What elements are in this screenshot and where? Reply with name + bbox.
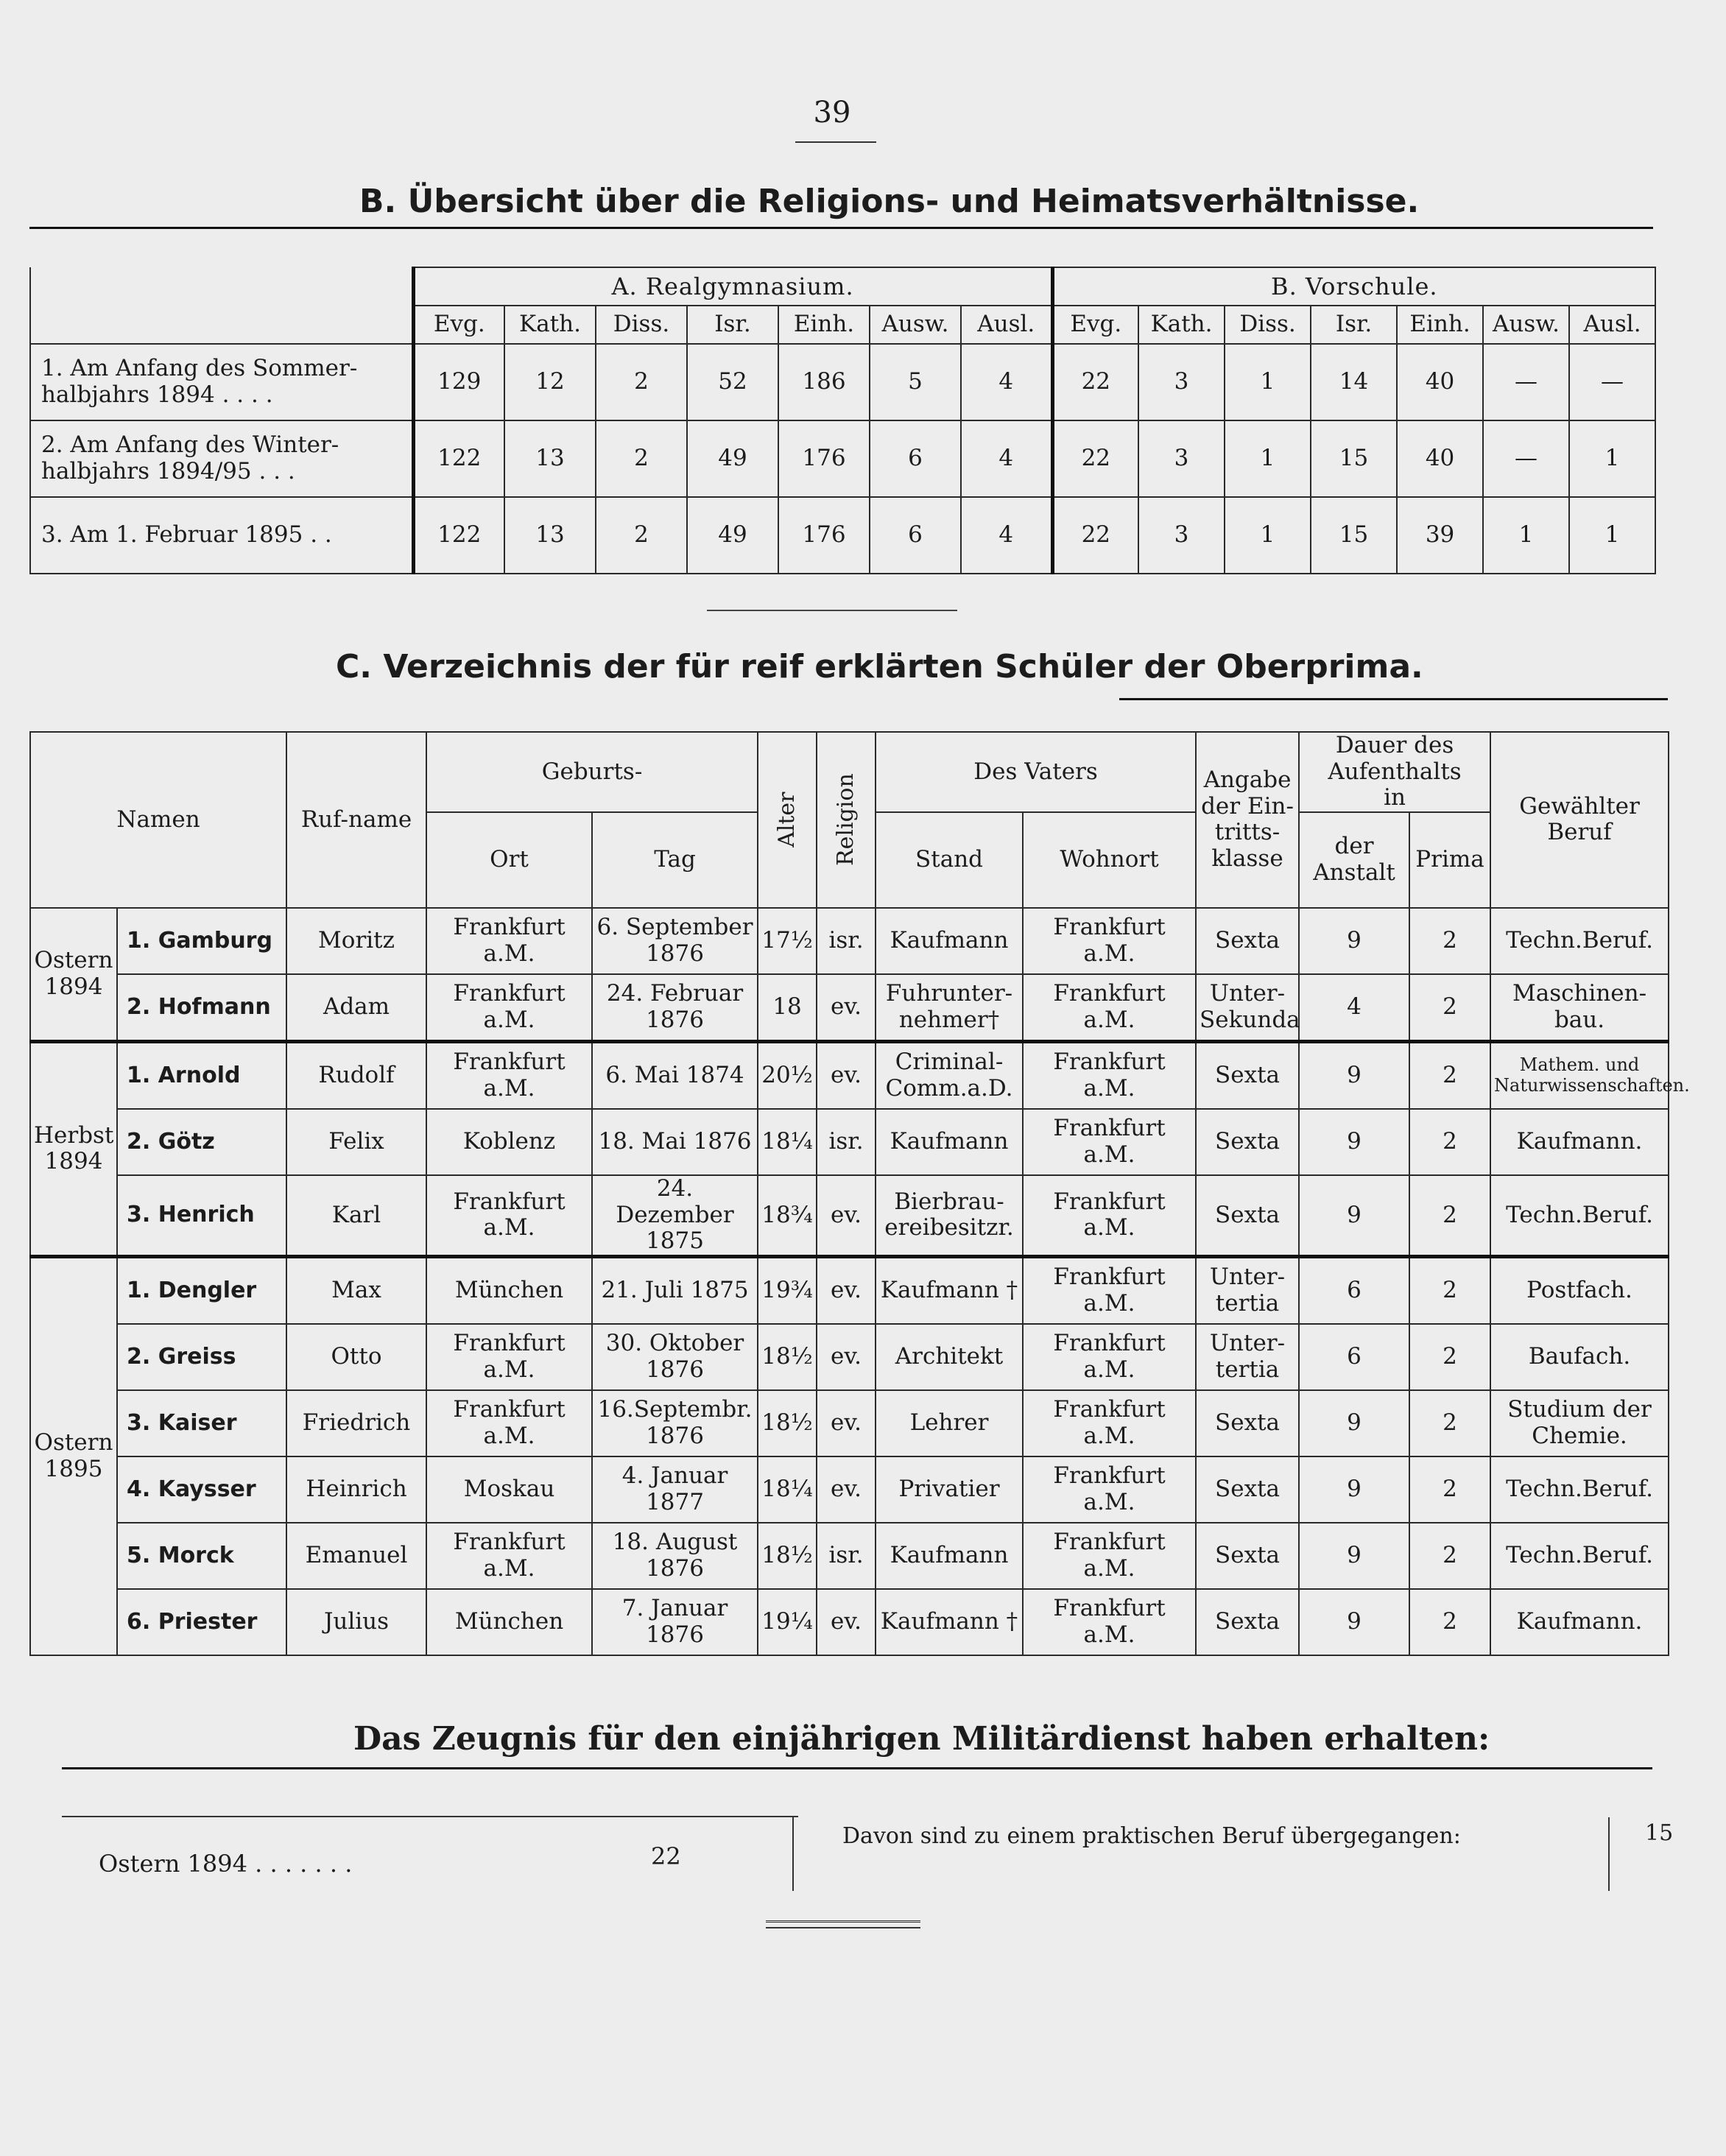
cell: Techn.Beruf. xyxy=(1490,908,1669,974)
col-header: Einh. xyxy=(1397,306,1483,344)
page-number-underline xyxy=(795,141,876,143)
cell: 22 xyxy=(1052,497,1138,574)
cell: Frankfurt a.M. xyxy=(426,908,592,974)
summary-davon-count: 15 xyxy=(1645,1820,1674,1846)
cell: 9 xyxy=(1299,1109,1409,1175)
page-number: 39 xyxy=(813,96,851,130)
cell: München xyxy=(426,1589,592,1655)
table-row xyxy=(30,497,1655,574)
cell: Frankfurt a.M. xyxy=(1023,1523,1196,1589)
cell: 9 xyxy=(1299,1589,1409,1655)
table-row xyxy=(30,1175,1669,1256)
cell: 18¾ xyxy=(758,1175,817,1256)
col-header: Isr. xyxy=(687,306,778,344)
cell: 18¼ xyxy=(758,1456,817,1523)
cell: 122 xyxy=(413,420,504,497)
summary-davon-text: Davon sind zu einem praktischen Beruf übergegangen: xyxy=(842,1823,1461,1849)
cell: Julius xyxy=(286,1589,426,1655)
cell: 3 xyxy=(1138,420,1225,497)
cell: 9 xyxy=(1299,1523,1409,1589)
cell: Max xyxy=(286,1256,426,1324)
cell: 1 xyxy=(1483,497,1569,574)
cell: 40 xyxy=(1397,420,1483,497)
cell: 4 xyxy=(961,497,1052,574)
cell: Criminal-Comm.a.D. xyxy=(876,1041,1023,1109)
cell: Fuhrunter-nehmer† xyxy=(876,974,1023,1042)
row-label: 2. Am Anfang des Winter-halbjahrs 1894/95 . . . xyxy=(30,420,413,497)
cell: 9 xyxy=(1299,1456,1409,1523)
table-row xyxy=(30,1324,1669,1390)
cell: 176 xyxy=(778,420,870,497)
cell: 49 xyxy=(687,497,778,574)
cell: 4. Januar 1877 xyxy=(592,1456,758,1523)
cell: Mathem. und Naturwissenschaften. xyxy=(1490,1041,1669,1109)
cell: Sexta xyxy=(1196,1523,1299,1589)
cell: 2 xyxy=(1409,1390,1490,1456)
table-b-corner xyxy=(30,267,413,344)
student-name: 1. Gamburg xyxy=(117,908,286,974)
cell: Sexta xyxy=(1196,1041,1299,1109)
cell: Kaufmann xyxy=(876,1523,1023,1589)
cell: Techn.Beruf. xyxy=(1490,1456,1669,1523)
cell: 52 xyxy=(687,344,778,420)
cell: 18 xyxy=(758,974,817,1042)
cell: 186 xyxy=(778,344,870,420)
table-row xyxy=(30,1523,1669,1589)
student-name: 3. Kaiser xyxy=(117,1390,286,1456)
cell: 1 xyxy=(1569,420,1655,497)
row-label: 1. Am Anfang des Sommer-halbjahrs 1894 . . . . xyxy=(30,344,413,420)
cell: isr. xyxy=(817,908,876,974)
cell: Moritz xyxy=(286,908,426,974)
cell: 22 xyxy=(1052,420,1138,497)
cell: 2 xyxy=(596,344,687,420)
cell: 40 xyxy=(1397,344,1483,420)
cell: Kaufmann. xyxy=(1490,1109,1669,1175)
cell: Frankfurt a.M. xyxy=(426,974,592,1042)
cell: 18½ xyxy=(758,1324,817,1390)
table-row xyxy=(30,1456,1669,1523)
col-header: Kath. xyxy=(504,306,596,344)
cell: Emanuel xyxy=(286,1523,426,1589)
cell: ev. xyxy=(817,1175,876,1256)
table-c-header-row-1 xyxy=(30,732,1669,812)
cell: Maschinen-bau. xyxy=(1490,974,1669,1042)
cell: 6 xyxy=(870,497,961,574)
term-label: Herbst 1894 xyxy=(30,1041,117,1256)
col-header: Kath. xyxy=(1138,306,1225,344)
group-a-header: A. Realgymnasium. xyxy=(413,267,1052,306)
summary-term: Ostern 1894 . . . . . . . xyxy=(99,1850,353,1878)
header-dauer xyxy=(1299,732,1490,812)
header-tag: Tag xyxy=(592,812,758,908)
cell: isr. xyxy=(817,1109,876,1175)
col-header: Ausl. xyxy=(961,306,1052,344)
table-row xyxy=(30,344,1655,420)
cell: Frankfurt a.M. xyxy=(1023,1175,1196,1256)
student-name: 1. Arnold xyxy=(117,1041,286,1109)
header-der-anstalt: der Anstalt xyxy=(1299,812,1409,908)
cell: Studium der Chemie. xyxy=(1490,1390,1669,1456)
cell: Frankfurt a.M. xyxy=(1023,974,1196,1042)
header-stand: Stand xyxy=(876,812,1023,908)
cell: 6. September 1876 xyxy=(592,908,758,974)
cell: 2 xyxy=(1409,1523,1490,1589)
cell: Architekt xyxy=(876,1324,1023,1390)
section-separator xyxy=(707,610,957,611)
cell: 19¼ xyxy=(758,1589,817,1655)
cell: Frankfurt a.M. xyxy=(426,1175,592,1256)
cell: Felix xyxy=(286,1109,426,1175)
summary-divider xyxy=(792,1817,794,1891)
header-rufname: Ruf-name xyxy=(286,732,426,908)
cell: Sexta xyxy=(1196,1175,1299,1256)
cell: 5 xyxy=(870,344,961,420)
cell: 2 xyxy=(1409,974,1490,1042)
table-row xyxy=(30,974,1669,1042)
summary-count: 22 xyxy=(651,1842,681,1870)
term-label: Ostern 1895 xyxy=(30,1256,117,1655)
cell: Frankfurt a.M. xyxy=(1023,1390,1196,1456)
cell: 6 xyxy=(1299,1256,1409,1324)
cell: 1 xyxy=(1225,344,1311,420)
cell: 18¼ xyxy=(758,1109,817,1175)
col-header: Evg. xyxy=(413,306,504,344)
col-header: Diss. xyxy=(596,306,687,344)
cell: 2 xyxy=(1409,1109,1490,1175)
cell: 4 xyxy=(1299,974,1409,1042)
cell: Frankfurt a.M. xyxy=(1023,908,1196,974)
cell: Sexta xyxy=(1196,1589,1299,1655)
cell: 16.Septembr. 1876 xyxy=(592,1390,758,1456)
cell: Frankfurt a.M. xyxy=(1023,1589,1196,1655)
cell: Sexta xyxy=(1196,1109,1299,1175)
cell: 4 xyxy=(961,420,1052,497)
cell: 7. Januar 1876 xyxy=(592,1589,758,1655)
cell: 22 xyxy=(1052,344,1138,420)
cell: ev. xyxy=(817,974,876,1042)
cell: 21. Juli 1875 xyxy=(592,1256,758,1324)
student-name: 2. Götz xyxy=(117,1109,286,1175)
cell: 9 xyxy=(1299,1175,1409,1256)
summary-divider xyxy=(1608,1817,1610,1891)
cell: 17½ xyxy=(758,908,817,974)
cell: Unter-tertia xyxy=(1196,1324,1299,1390)
header-prima: Prima xyxy=(1409,812,1490,908)
cell: 12 xyxy=(504,344,596,420)
header-in: in xyxy=(1384,784,1406,811)
cell: 18. August 1876 xyxy=(592,1523,758,1589)
col-header: Ausl. xyxy=(1569,306,1655,344)
cell: Privatier xyxy=(876,1456,1023,1523)
header-geburts: Geburts- xyxy=(426,732,758,812)
section-d-title: Das Zeugnis für den einjährigen Militärdienst haben erhalten: xyxy=(353,1720,1490,1758)
cell: Frankfurt a.M. xyxy=(426,1324,592,1390)
student-name: 5. Morck xyxy=(117,1523,286,1589)
cell: 3 xyxy=(1138,344,1225,420)
table-row xyxy=(30,1390,1669,1456)
cell: Unter-Sekunda xyxy=(1196,974,1299,1042)
cell: Frankfurt a.M. xyxy=(426,1390,592,1456)
cell: 176 xyxy=(778,497,870,574)
cell: 13 xyxy=(504,497,596,574)
cell: Karl xyxy=(286,1175,426,1256)
cell: 13 xyxy=(504,420,596,497)
militaerdienst-summary xyxy=(62,1817,1674,1906)
header-angabe: Angabe der Ein-tritts-klasse xyxy=(1196,732,1299,908)
section-b-top-rule xyxy=(29,227,1653,229)
cell: Postfach. xyxy=(1490,1256,1669,1324)
cell: 1 xyxy=(1569,497,1655,574)
table-row xyxy=(30,1256,1669,1324)
term-label: Ostern 1894 xyxy=(30,908,117,1042)
table-row xyxy=(30,1589,1669,1655)
student-name: 3. Henrich xyxy=(117,1175,286,1256)
cell: 24. Dezember 1875 xyxy=(592,1175,758,1256)
religion-overview-table xyxy=(29,267,1656,574)
cell: 14 xyxy=(1311,344,1397,420)
cell: Lehrer xyxy=(876,1390,1023,1456)
col-header: Diss. xyxy=(1225,306,1311,344)
cell: Frankfurt a.M. xyxy=(426,1041,592,1109)
cell: 6 xyxy=(870,420,961,497)
cell: 6. Mai 1874 xyxy=(592,1041,758,1109)
cell: 2 xyxy=(1409,1041,1490,1109)
cell: Techn.Beruf. xyxy=(1490,1175,1669,1256)
cell: Frankfurt a.M. xyxy=(1023,1256,1196,1324)
cell: 1 xyxy=(1225,420,1311,497)
header-religion: Religion xyxy=(817,732,876,908)
cell: Koblenz xyxy=(426,1109,592,1175)
cell: 1 xyxy=(1225,497,1311,574)
cell: Adam xyxy=(286,974,426,1042)
header-ort: Ort xyxy=(426,812,592,908)
cell: 3 xyxy=(1138,497,1225,574)
cell: Frankfurt a.M. xyxy=(1023,1109,1196,1175)
cell: 19¾ xyxy=(758,1256,817,1324)
cell: Bierbrau-ereibesitzr. xyxy=(876,1175,1023,1256)
cell: Kaufmann † xyxy=(876,1589,1023,1655)
col-header: Evg. xyxy=(1052,306,1138,344)
student-name: 2. Hofmann xyxy=(117,974,286,1042)
section-c-title: C. Verzeichnis der für reif erklärten Schüler der Oberprima. xyxy=(336,648,1423,686)
cell: Moskau xyxy=(426,1456,592,1523)
cell: 2 xyxy=(1409,1589,1490,1655)
cell: 2 xyxy=(596,497,687,574)
table-row xyxy=(30,420,1655,497)
cell: Kaufmann xyxy=(876,908,1023,974)
student-name: 2. Greiss xyxy=(117,1324,286,1390)
cell: 2 xyxy=(1409,1256,1490,1324)
cell: ev. xyxy=(817,1589,876,1655)
cell: 9 xyxy=(1299,1041,1409,1109)
cell: ev. xyxy=(817,1324,876,1390)
cell: ev. xyxy=(817,1041,876,1109)
cell: Frankfurt a.M. xyxy=(426,1523,592,1589)
cell: Heinrich xyxy=(286,1456,426,1523)
cell: 9 xyxy=(1299,908,1409,974)
cell: 2 xyxy=(596,420,687,497)
table-row xyxy=(30,1041,1669,1109)
cell: 122 xyxy=(413,497,504,574)
cell: 20½ xyxy=(758,1041,817,1109)
cell: 18. Mai 1876 xyxy=(592,1109,758,1175)
cell: Baufach. xyxy=(1490,1324,1669,1390)
cell: Kaufmann xyxy=(876,1109,1023,1175)
abiturienten-table xyxy=(29,731,1690,1656)
cell: 129 xyxy=(413,344,504,420)
row-label: 3. Am 1. Februar 1895 . . xyxy=(30,497,413,574)
cell: 18½ xyxy=(758,1523,817,1589)
col-header: Ausw. xyxy=(870,306,961,344)
cell: ev. xyxy=(817,1390,876,1456)
cell: — xyxy=(1483,420,1569,497)
cell: Sexta xyxy=(1196,1456,1299,1523)
table-row xyxy=(30,1109,1669,1175)
section-c-top-rule xyxy=(1119,698,1668,700)
col-header: Ausw. xyxy=(1483,306,1569,344)
col-header: Einh. xyxy=(778,306,870,344)
cell: 30. Oktober 1876 xyxy=(592,1324,758,1390)
cell: 15 xyxy=(1311,497,1397,574)
cell: — xyxy=(1483,344,1569,420)
cell: ev. xyxy=(817,1456,876,1523)
header-wohnort: Wohnort xyxy=(1023,812,1196,908)
student-name: 1. Dengler xyxy=(117,1256,286,1324)
cell: 2 xyxy=(1409,908,1490,974)
student-name: 4. Kaysser xyxy=(117,1456,286,1523)
cell: 18½ xyxy=(758,1390,817,1456)
header-alter: Alter xyxy=(758,732,817,908)
group-b-header: B. Vorschule. xyxy=(1052,267,1655,306)
section-b-title: B. Übersicht über die Religions- und Heimatsverhältnisse. xyxy=(359,183,1420,220)
cell: Techn.Beruf. xyxy=(1490,1523,1669,1589)
cell: ev. xyxy=(817,1256,876,1324)
cell: Frankfurt a.M. xyxy=(1023,1041,1196,1109)
cell: 4 xyxy=(961,344,1052,420)
student-name: 6. Priester xyxy=(117,1589,286,1655)
cell: Frankfurt a.M. xyxy=(1023,1456,1196,1523)
cell: 2 xyxy=(1409,1456,1490,1523)
header-des-vaters: Des Vaters xyxy=(876,732,1196,812)
closing-double-rule xyxy=(766,1920,920,1928)
cell: Rudolf xyxy=(286,1041,426,1109)
table-row xyxy=(30,908,1669,974)
cell: Frankfurt a.M. xyxy=(1023,1324,1196,1390)
col-header: Isr. xyxy=(1311,306,1397,344)
cell: 49 xyxy=(687,420,778,497)
cell: 24. Februar 1876 xyxy=(592,974,758,1042)
cell: 39 xyxy=(1397,497,1483,574)
header-beruf: Gewählter Beruf xyxy=(1490,732,1669,908)
cell: Otto xyxy=(286,1324,426,1390)
cell: isr. xyxy=(817,1523,876,1589)
cell: 6 xyxy=(1299,1324,1409,1390)
cell: 15 xyxy=(1311,420,1397,497)
cell: Sexta xyxy=(1196,908,1299,974)
cell: Kaufmann. xyxy=(1490,1589,1669,1655)
cell: Unter-tertia xyxy=(1196,1256,1299,1324)
cell: 2 xyxy=(1409,1324,1490,1390)
cell: München xyxy=(426,1256,592,1324)
table-b-group-row xyxy=(30,267,1655,306)
cell: 9 xyxy=(1299,1390,1409,1456)
cell: 2 xyxy=(1409,1175,1490,1256)
section-d-top-rule xyxy=(62,1767,1652,1769)
header-dauer-text: Dauer des Aufenthalts xyxy=(1328,732,1462,785)
cell: Friedrich xyxy=(286,1390,426,1456)
cell: Sexta xyxy=(1196,1390,1299,1456)
cell: Kaufmann † xyxy=(876,1256,1023,1324)
header-namen: Namen xyxy=(30,732,286,908)
cell: — xyxy=(1569,344,1655,420)
